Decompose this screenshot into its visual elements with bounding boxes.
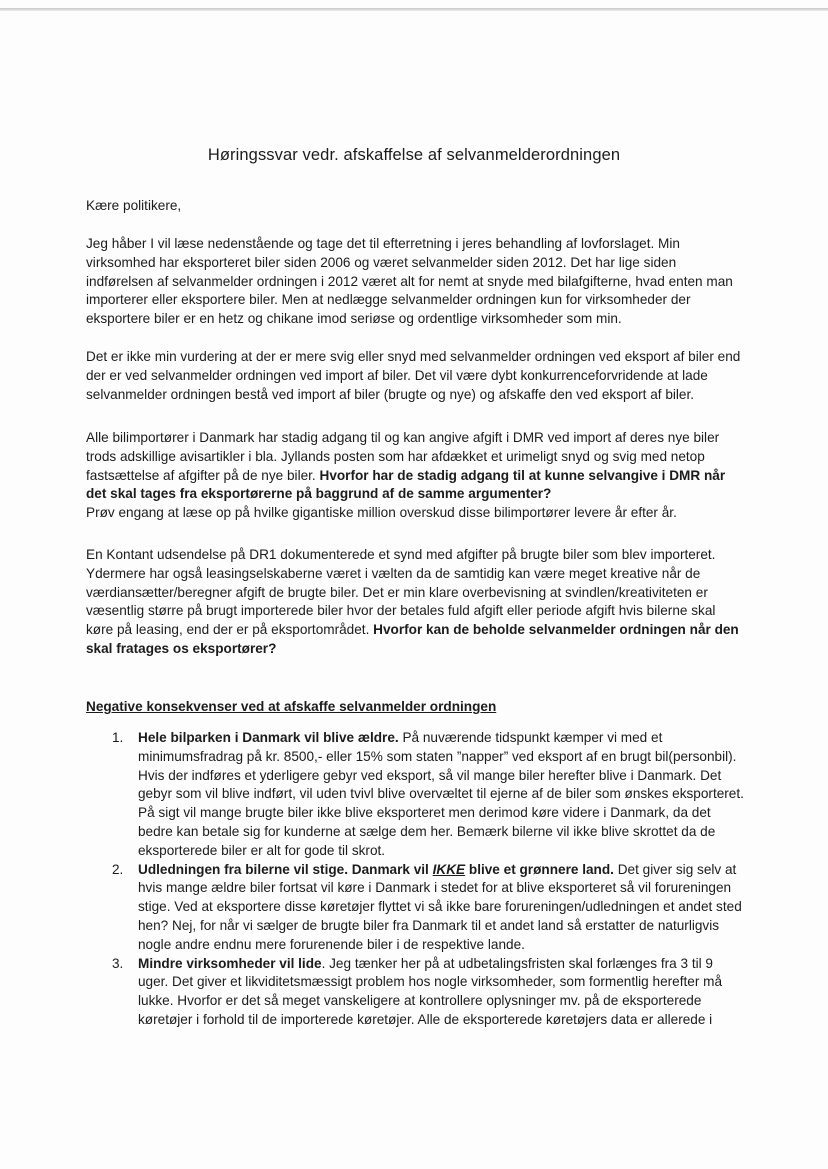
paragraph-competition-text: Det er ikke min vurdering at der er mere svig eller snyd med selvanmelder ordningen ved eksport af biler end der er ved selvanmelder ordningen ved import af biler. Det vil være dybt konkurrenceforvridende at lade selvanmelder ordningen bestå ved import af biler (brugte og nye) og afskaffe den ved eksport af biler. [86,349,741,402]
paragraph-competition [86,348,746,404]
paragraph-kontant-question: Hvorfor kan de beholde selvanmelder ordningen når den skal fratages os eksportører? [86,622,739,656]
salutation: Kære politikere, [86,198,182,213]
paragraph-intro-text: Jeg håber I vil læse nedenstående og tage det til efterretning i jeres behandling af lovforslaget. Min virksomhed har eksporteret biler siden 2006 og været selvanmelder siden 2012. Det har lige siden indførelsen af selvanmelder ordningen i 2012 været alt for nemt at snyde med bilafgifterne, hvad enten man importerer eller eksportere biler. Men at nedlægge selvanmelder ordningen kun for virksomheder der eksportere biler er en hetz og chikane imod seriøse og ordentlige virksomheder som min. [86,236,733,327]
section-heading: Negative konsekvenser ved at afskaffe selvanmelder ordningen [86,699,497,714]
consequence-list [86,729,746,1030]
paragraph-importers-question: Hvorfor har de stadig adgang til at kunne selvangive i DMR når det skal tages fra eksportørerne på baggrund af de samme argumenter? [86,467,726,502]
list-item-text: På nuværende tidspunkt kæmper vi med et minimumsfradrag på kr. 8500,- eller 15% som staten ”napper” ved eksport af en brugt bil(personbil). Hvis der indføres et yderligere gebyr ved eksport, så vil mange biler herefter blive i Danmark. Det gebyr som vil blive indført, vil uden tvivl blive overvæltet til ejerne af de biler som ønskes eksporteret. På sigt vil mange brugte biler ikke blive eksporteret men derimod køre videre i Danmark, da det bedre kan betale sig for kunderne at sælge dem her. Bemærk bilerne vil ikke blive skrottet da de eksporterede biler er alt for gode til skrot. [138,730,744,858]
document-title: Høringssvar vedr. afskaffelse af selvanmelderordningen [207,146,621,164]
paragraph-importers-tail: Prøv engang at læse op på hvilke gigantiske million overskud disse bilimportører levere år efter år. [86,505,677,521]
list-item [86,955,746,1030]
list-item-number: 2. [112,861,124,877]
list-item [86,861,746,955]
paragraph-kontant-text: En Kontant udsendelse på DR1 dokumenterede et synd med afgifter på brugte biler som blev importeret. Ydermere har også leasingselskaberne været i vælten da de samtidig kan være meget kreative når de værdiansætter/beregner afgift de brugte biler. Det er min klare overbevisning at svindlen/kreativiteten er væsentlig større på brugt importerede biler hvor der betales fuld afgift eller periode afgift hvis bilerne skal køre på leasing, end der er på eksportområdet. [86,547,716,638]
paragraph-importers-text: Alle bilimportører i Danmark har stadig adgang til og kan angive afgift i DMR ved import af deres nye biler trods adskillige avisartikler i bla. Jyllands posten som har afdækket et urimeligt snyd og svig med netop fastsættelse af afgifter på de nye biler. [86,430,720,483]
list-item-heading-part-b: blive et grønnere land. [468,861,614,877]
scan-edge [0,8,828,11]
list-item-heading-emphasis: IKKE [432,861,466,877]
paragraph-importers [86,429,746,523]
list-item-number: 1. [112,730,124,745]
list-item-number: 3. [112,955,124,971]
paragraph-kontant [86,546,746,659]
list-item [86,729,746,861]
list-item-text: . Jeg tænker her på at udbetalingsfristen skal forlænges fra 3 til 9 uger. Det giver et likviditetsmæssigt problem hos nogle virksomheder, som formentlig herefter må lukke. Hvorfor er det så meget vanskeligere at kontrollere oplysninger mv. på de eksporterede køretøjer i forhold til de importerede køretøjer. Alle de eksporterede køretøjers data er allerede i [138,955,723,1027]
list-item-heading [138,862,614,877]
list-item-heading-part-a: Udledningen fra bilerne vil stige. Danmark vil [138,861,429,877]
list-item-text: Det giver sig selv at hvis mange ældre biler fortsat vil køre i Danmark i stedet for at blive eksporteret så vil forureningen stige. Ved at eksportere disse køretøjer flyttet vi så ikke bare forureningen/udledningen et andet sted hen? Nej, for når vi sælger de brugte biler fra Danmark til et andet land så erstatter de naturligvis nogle andre endnu mere forurenende biler i de respektive lande. [138,861,742,952]
list-item-heading: Hele bilparken i Danmark vil blive ældre. [138,730,399,745]
list-item-heading: Mindre virksomheder vil lide [138,955,322,971]
paragraph-intro [86,235,746,329]
